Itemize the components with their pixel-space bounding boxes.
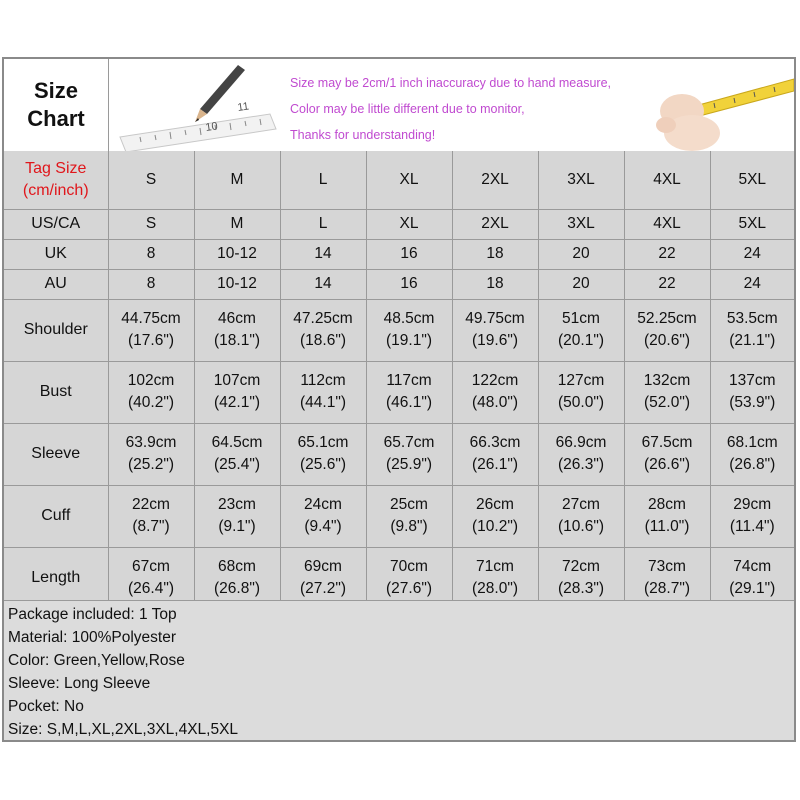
ruler-number: 10	[204, 120, 219, 134]
measurement-cell	[452, 361, 538, 423]
measurement-cell	[710, 423, 794, 485]
size-cell: 8	[108, 239, 194, 269]
measurement-cell	[108, 423, 194, 485]
measurement-cell	[538, 361, 624, 423]
size-cell: 16	[366, 239, 452, 269]
info-line: Pocket: No	[8, 698, 84, 715]
size-cell: 14	[280, 269, 366, 299]
chart-header	[4, 59, 794, 152]
info-line: Color: Green,Yellow,Rose	[8, 652, 185, 669]
cm-value: 64.5cm	[211, 434, 263, 451]
measurement-cell	[194, 485, 280, 547]
measurement-row	[4, 299, 794, 361]
measurement-row	[4, 423, 794, 485]
measurement-cell	[366, 299, 452, 361]
inch-value: (44.1")	[300, 394, 346, 411]
row-label: Length	[4, 547, 108, 609]
measurement-cell	[366, 361, 452, 423]
measurement-cell	[538, 485, 624, 547]
inch-value: (28.0")	[472, 580, 518, 597]
inch-value: (9.8")	[390, 518, 428, 535]
measurement-cell	[452, 485, 538, 547]
cm-value: 49.75cm	[465, 310, 525, 327]
size-cell: 8	[108, 269, 194, 299]
measurement-cell	[194, 299, 280, 361]
measurement-row	[4, 361, 794, 423]
row-label: US/CA	[4, 209, 108, 239]
inch-value: (27.2")	[300, 580, 346, 597]
row-label: Shoulder	[4, 299, 108, 361]
size-cell: 22	[624, 269, 710, 299]
measurement-cell	[280, 361, 366, 423]
cm-value: 70cm	[390, 558, 428, 575]
size-cell: 24	[710, 269, 794, 299]
inch-value: (8.7")	[132, 518, 170, 535]
inch-value: (42.1")	[214, 394, 260, 411]
size-cell: 18	[452, 239, 538, 269]
cm-value: 26cm	[476, 496, 514, 513]
cm-value: 71cm	[476, 558, 514, 575]
cm-value: 122cm	[471, 372, 519, 389]
size-cell: 22	[624, 239, 710, 269]
inch-value: (21.1")	[729, 332, 776, 349]
info-line: Package included: 1 Top	[8, 606, 177, 623]
cm-value: 52.25cm	[637, 310, 697, 327]
cm-value: 48.5cm	[383, 310, 435, 327]
inch-value: (19.6")	[472, 332, 518, 349]
size-cell: 10-12	[194, 239, 280, 269]
size-cell: 24	[710, 239, 794, 269]
inch-value: (29.1")	[729, 580, 776, 597]
measurement-cell	[624, 485, 710, 547]
tag-size-label-line: Tag Size	[25, 159, 87, 177]
size-cell: L	[280, 209, 366, 239]
measurement-cell	[452, 423, 538, 485]
cm-value: 69cm	[304, 558, 342, 575]
inch-value: (20.1")	[558, 332, 604, 349]
size-cell: 2XL	[452, 151, 538, 209]
note-line: Thanks for understanding!	[290, 128, 436, 142]
cm-value: 44.75cm	[121, 310, 181, 327]
size-cell: XL	[366, 151, 452, 209]
size-cell: XL	[366, 209, 452, 239]
size-cell: 4XL	[624, 151, 710, 209]
size-table	[4, 151, 794, 610]
measurement-cell	[624, 423, 710, 485]
inch-value: (20.6")	[644, 332, 690, 349]
inch-value: (26.8")	[729, 456, 776, 473]
inch-value: (26.8")	[214, 580, 260, 597]
size-cell: 10-12	[194, 269, 280, 299]
cm-value: 28cm	[648, 496, 686, 513]
size-cell: M	[194, 151, 280, 209]
inch-value: (27.6")	[386, 580, 432, 597]
cm-value: 63.9cm	[125, 434, 177, 451]
cm-value: 68.1cm	[726, 434, 778, 451]
size-cell: 20	[538, 239, 624, 269]
note-line: Size may be 2cm/1 inch inaccuracy due to hand measure,	[290, 76, 612, 90]
size-cell: 2XL	[452, 209, 538, 239]
measurement-cell	[624, 361, 710, 423]
conversion-row	[4, 269, 794, 299]
row-label: AU	[4, 269, 108, 299]
size-cell: 5XL	[710, 209, 794, 239]
size-cell: S	[108, 209, 194, 239]
measurement-cell	[280, 423, 366, 485]
size-cell: M	[194, 209, 280, 239]
row-label: UK	[4, 239, 108, 269]
chart-title	[4, 59, 109, 151]
measurement-cell	[710, 485, 794, 547]
size-cell: 20	[538, 269, 624, 299]
cm-value: 47.25cm	[293, 310, 353, 327]
cm-value: 73cm	[648, 558, 686, 575]
cm-value: 65.1cm	[297, 434, 349, 451]
inch-value: (10.6")	[558, 518, 604, 535]
cm-value: 53.5cm	[726, 310, 778, 327]
cm-value: 112cm	[300, 372, 346, 389]
row-label: Cuff	[4, 485, 108, 547]
inch-value: (52.0")	[644, 394, 690, 411]
inch-value: (25.2")	[128, 456, 174, 473]
cm-value: 27cm	[562, 496, 600, 513]
tag-size-label	[4, 151, 108, 209]
note-line: Color may be little different due to monitor,	[290, 102, 525, 116]
inch-value: (18.1")	[214, 332, 260, 349]
cm-value: 23cm	[218, 496, 256, 513]
pencil-ruler-icon	[110, 59, 280, 151]
ruler-number: 11	[236, 100, 250, 114]
inch-value: (17.6")	[128, 332, 174, 349]
inch-value: (46.1")	[386, 394, 432, 411]
cm-value: 66.9cm	[555, 434, 607, 451]
product-info	[4, 600, 794, 740]
cm-value: 132cm	[643, 372, 691, 389]
cm-value: 74cm	[733, 558, 772, 575]
measurement-cell	[366, 423, 452, 485]
cm-value: 22cm	[132, 496, 170, 513]
cm-value: 65.7cm	[383, 434, 435, 451]
measurement-cell	[194, 361, 280, 423]
size-chart	[2, 57, 796, 742]
size-cell: 14	[280, 239, 366, 269]
inch-value: (50.0")	[558, 394, 604, 411]
inch-value: (11.4")	[729, 518, 775, 535]
cm-value: 107cm	[213, 372, 261, 389]
inch-value: (10.2")	[472, 518, 518, 535]
measurement-cell	[624, 299, 710, 361]
inch-value: (19.1")	[386, 332, 432, 349]
size-cell: 4XL	[624, 209, 710, 239]
measurement-cell	[194, 423, 280, 485]
inch-value: (26.6")	[644, 456, 690, 473]
cm-value: 72cm	[562, 558, 600, 575]
inch-value: (28.3")	[558, 580, 604, 597]
measurement-cell	[280, 299, 366, 361]
info-line: Sleeve: Long Sleeve	[8, 675, 151, 692]
conversion-row	[4, 209, 794, 239]
inch-value: (25.4")	[214, 456, 260, 473]
cm-value: 68cm	[218, 558, 256, 575]
size-cell: 3XL	[538, 209, 624, 239]
tag-size-label-line: (cm/inch)	[22, 181, 89, 199]
inch-value: (28.7")	[644, 580, 690, 597]
size-cell: 5XL	[710, 151, 794, 209]
size-cell: 18	[452, 269, 538, 299]
cm-value: 127cm	[557, 372, 605, 389]
cm-value: 137cm	[728, 372, 776, 389]
inch-value: (18.6")	[300, 332, 346, 349]
inch-value: (26.4")	[128, 580, 174, 597]
measurement-row	[4, 485, 794, 547]
measurement-cell	[452, 299, 538, 361]
measurement-cell	[280, 485, 366, 547]
tag-size-row	[4, 151, 794, 209]
inch-value: (26.1")	[472, 456, 518, 473]
measurement-cell	[538, 299, 624, 361]
cm-value: 117cm	[386, 372, 432, 389]
measurement-cell	[108, 361, 194, 423]
size-cell: 16	[366, 269, 452, 299]
inch-value: (48.0")	[472, 394, 518, 411]
cm-value: 102cm	[127, 372, 175, 389]
chart-title-line2: Chart	[27, 106, 85, 131]
info-line: Size: S,M,L,XL,2XL,3XL,4XL,5XL	[8, 721, 239, 738]
chart-title-line1: Size	[33, 78, 79, 103]
cm-value: 24cm	[304, 496, 342, 513]
inch-value: (11.0")	[644, 518, 690, 535]
cm-value: 66.3cm	[469, 434, 521, 451]
cm-value: 25cm	[390, 496, 428, 513]
inch-value: (9.4")	[304, 518, 342, 535]
cm-value: 51cm	[562, 310, 600, 327]
inch-value: (53.9")	[729, 394, 776, 411]
conversion-row	[4, 239, 794, 269]
measurement-cell	[108, 485, 194, 547]
measure-notes	[110, 59, 794, 151]
cm-value: 67cm	[132, 558, 170, 575]
measurement-cell	[108, 299, 194, 361]
measurement-cell	[538, 423, 624, 485]
size-cell: L	[280, 151, 366, 209]
measurement-cell	[366, 485, 452, 547]
size-cell: S	[108, 151, 194, 209]
inch-value: (25.9")	[386, 456, 432, 473]
size-cell: 3XL	[538, 151, 624, 209]
row-label: Bust	[4, 361, 108, 423]
measurement-cell	[710, 299, 794, 361]
row-label: Sleeve	[4, 423, 108, 485]
inch-value: (25.6")	[300, 456, 346, 473]
cm-value: 67.5cm	[641, 434, 693, 451]
measurement-cell	[710, 361, 794, 423]
info-line: Material: 100%Polyester	[8, 629, 176, 646]
inch-value: (40.2")	[128, 394, 174, 411]
cm-value: 29cm	[733, 496, 772, 513]
cm-value: 46cm	[218, 310, 256, 327]
inch-value: (9.1")	[218, 518, 256, 535]
hand-tape-measure-icon	[644, 59, 794, 151]
inch-value: (26.3")	[558, 456, 604, 473]
